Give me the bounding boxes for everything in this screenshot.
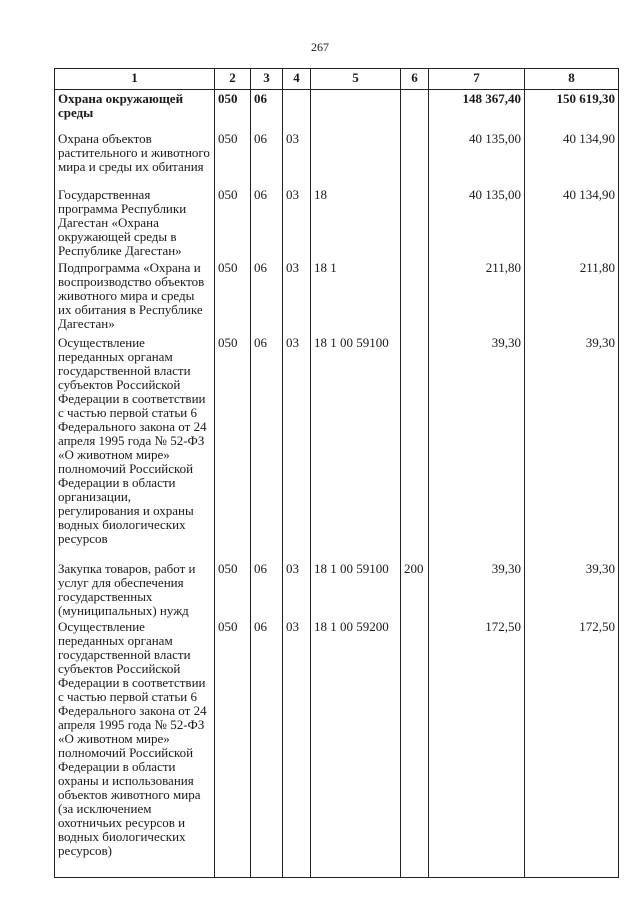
- page-number: 267: [311, 40, 329, 54]
- col-header-3: 3: [251, 69, 283, 90]
- row-expense-type: [401, 259, 429, 334]
- row-ministry-code: 050: [215, 186, 251, 259]
- row-amount-1: 40 135,00: [429, 130, 525, 186]
- row-section-code: 06: [251, 618, 283, 878]
- row-expense-type: [401, 334, 429, 560]
- table-row: [55, 334, 619, 560]
- table-row: [55, 259, 619, 334]
- row-ministry-code: 050: [215, 259, 251, 334]
- row-amount-1: 211,80: [429, 259, 525, 334]
- row-name: Подпрограмма «Охрана и воспроизводство объектов животного мира и среды их обитания в Республике Дагестан»: [55, 259, 215, 334]
- col-header-6: 6: [401, 69, 429, 90]
- col-header-1: 1: [55, 69, 215, 90]
- row-amount-2: 39,30: [525, 334, 619, 560]
- row-target-article: 18 1: [311, 259, 401, 334]
- row-target-article: [311, 130, 401, 186]
- row-target-article: 18 1 00 59100: [311, 560, 401, 618]
- row-name: Осуществление переданных органам государственной власти субъектов Российской Федерации в соответствии с частью первой статьи 6 Федерального закона от 24 апреля 1995 года № 52-ФЗ «О животном мире» полномочий Российской Федерации в области охраны и использования объектов животного мира (за исключением охотничьих ресурсов и водных биологических ресурсов): [55, 618, 215, 878]
- row-subsection-code: 03: [283, 560, 311, 618]
- row-subsection-code: 03: [283, 186, 311, 259]
- row-section-code: 06: [251, 186, 283, 259]
- row-target-article: 18: [311, 186, 401, 259]
- row-subsection-code: 03: [283, 130, 311, 186]
- row-name: Охрана окружающей среды: [55, 90, 215, 130]
- row-section-code: 06: [251, 259, 283, 334]
- row-ministry-code: 050: [215, 618, 251, 878]
- row-amount-1: 148 367,40: [429, 90, 525, 130]
- col-header-2: 2: [215, 69, 251, 90]
- row-amount-1: 39,30: [429, 560, 525, 618]
- row-expense-type: 200: [401, 560, 429, 618]
- table-row: [55, 618, 619, 878]
- row-amount-2: 40 134,90: [525, 186, 619, 259]
- row-subsection-code: 03: [283, 259, 311, 334]
- row-expense-type: [401, 90, 429, 130]
- table-row: [55, 130, 619, 186]
- col-header-7: 7: [429, 69, 525, 90]
- row-section-code: 06: [251, 334, 283, 560]
- row-expense-type: [401, 130, 429, 186]
- col-header-8: 8: [525, 69, 619, 90]
- table-row: [55, 560, 619, 618]
- row-amount-2: 40 134,90: [525, 130, 619, 186]
- row-target-article: 18 1 00 59100: [311, 334, 401, 560]
- col-header-4: 4: [283, 69, 311, 90]
- col-header-5: 5: [311, 69, 401, 90]
- row-target-article: 18 1 00 59200: [311, 618, 401, 878]
- row-target-article: [311, 90, 401, 130]
- row-amount-2: 211,80: [525, 259, 619, 334]
- row-amount-1: 40 135,00: [429, 186, 525, 259]
- row-amount-2: 172,50: [525, 618, 619, 878]
- row-amount-2: 150 619,30: [525, 90, 619, 130]
- row-subsection-code: [283, 90, 311, 130]
- row-ministry-code: 050: [215, 334, 251, 560]
- row-ministry-code: 050: [215, 90, 251, 130]
- row-amount-1: 172,50: [429, 618, 525, 878]
- table-row: [55, 186, 619, 259]
- row-section-code: 06: [251, 560, 283, 618]
- row-name: Закупка товаров, работ и услуг для обеспечения государственных (муниципальных) нужд: [55, 560, 215, 618]
- row-section-code: 06: [251, 90, 283, 130]
- row-name: Государственная программа Республики Дагестан «Охрана окружающей среды в Республике Дагестан»: [55, 186, 215, 259]
- row-subsection-code: 03: [283, 618, 311, 878]
- row-subsection-code: 03: [283, 334, 311, 560]
- row-ministry-code: 050: [215, 560, 251, 618]
- row-expense-type: [401, 618, 429, 878]
- row-name: Охрана объектов растительного и животного мира и среды их обитания: [55, 130, 215, 186]
- row-expense-type: [401, 186, 429, 259]
- row-name: Осуществление переданных органам государственной власти субъектов Российской Федерации в соответствии с частью первой статьи 6 Федерального закона от 24 апреля 1995 года № 52-ФЗ «О животном мире» полномочий Российской Федерации в области организации, регулирования и охраны водных биологических ресурсов: [55, 334, 215, 560]
- header-row: [55, 69, 619, 90]
- table-row: [55, 90, 619, 130]
- row-section-code: 06: [251, 130, 283, 186]
- row-ministry-code: 050: [215, 130, 251, 186]
- budget-table: [54, 68, 619, 878]
- row-amount-1: 39,30: [429, 334, 525, 560]
- row-amount-2: 39,30: [525, 560, 619, 618]
